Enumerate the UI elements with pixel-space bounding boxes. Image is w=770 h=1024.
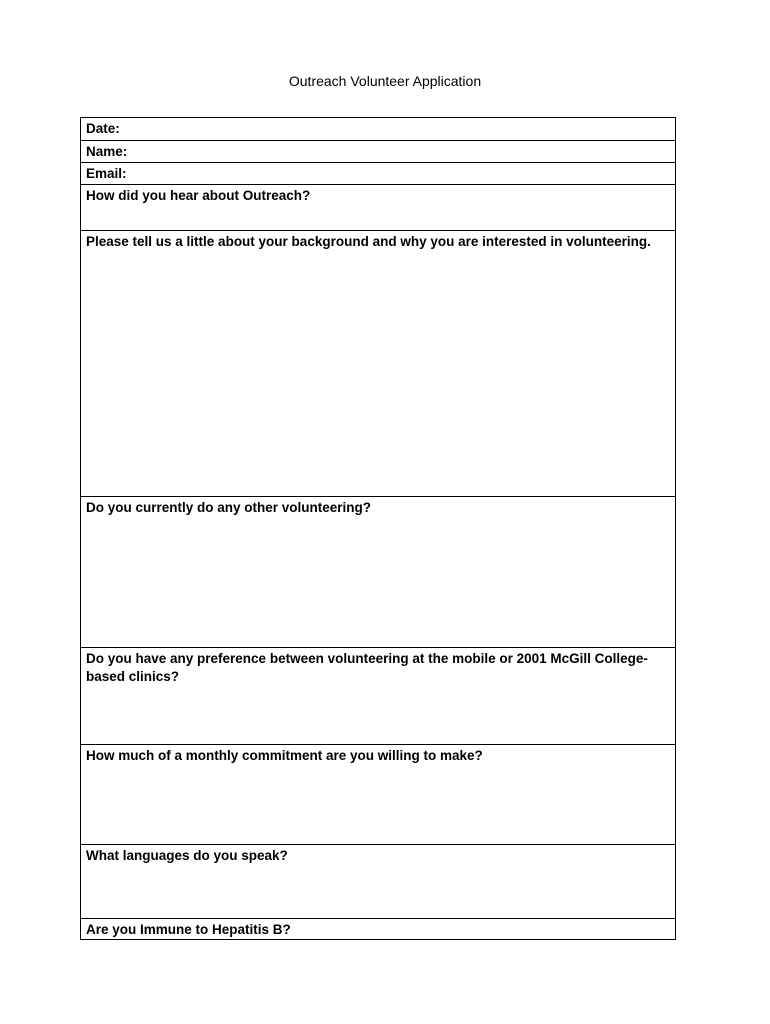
languages-field[interactable]	[81, 844, 675, 918]
languages-label: What languages do you speak?	[86, 848, 288, 863]
name-field[interactable]	[81, 140, 675, 162]
monthly-commitment-label: How much of a monthly commitment are you willing to make?	[86, 748, 483, 763]
date-label: Date:	[86, 121, 120, 136]
background-field[interactable]	[81, 230, 675, 496]
document-title: Outreach Volunteer Application	[288, 73, 482, 89]
heard-about-field[interactable]	[81, 184, 675, 230]
email-label: Email:	[86, 166, 127, 181]
clinic-preference-label: Do you have any preference between volunteering at the mobile or 2001 McGill College-based clinics?	[86, 651, 648, 684]
name-label: Name:	[86, 144, 128, 159]
email-field[interactable]	[81, 162, 675, 184]
monthly-commitment-field[interactable]	[81, 744, 675, 844]
clinic-preference-field[interactable]	[81, 647, 675, 744]
background-label: Please tell us a little about your background and why you are interested in volunteering.	[86, 234, 651, 249]
hepatitis-b-field[interactable]	[81, 918, 675, 939]
other-volunteering-field[interactable]	[81, 496, 675, 647]
heard-about-label: How did you hear about Outreach?	[86, 188, 311, 203]
other-volunteering-label: Do you currently do any other volunteering?	[86, 500, 372, 515]
date-field[interactable]	[81, 118, 675, 140]
hepatitis-b-label: Are you Immune to Hepatitis B?	[86, 922, 291, 937]
application-form-table	[80, 117, 676, 940]
